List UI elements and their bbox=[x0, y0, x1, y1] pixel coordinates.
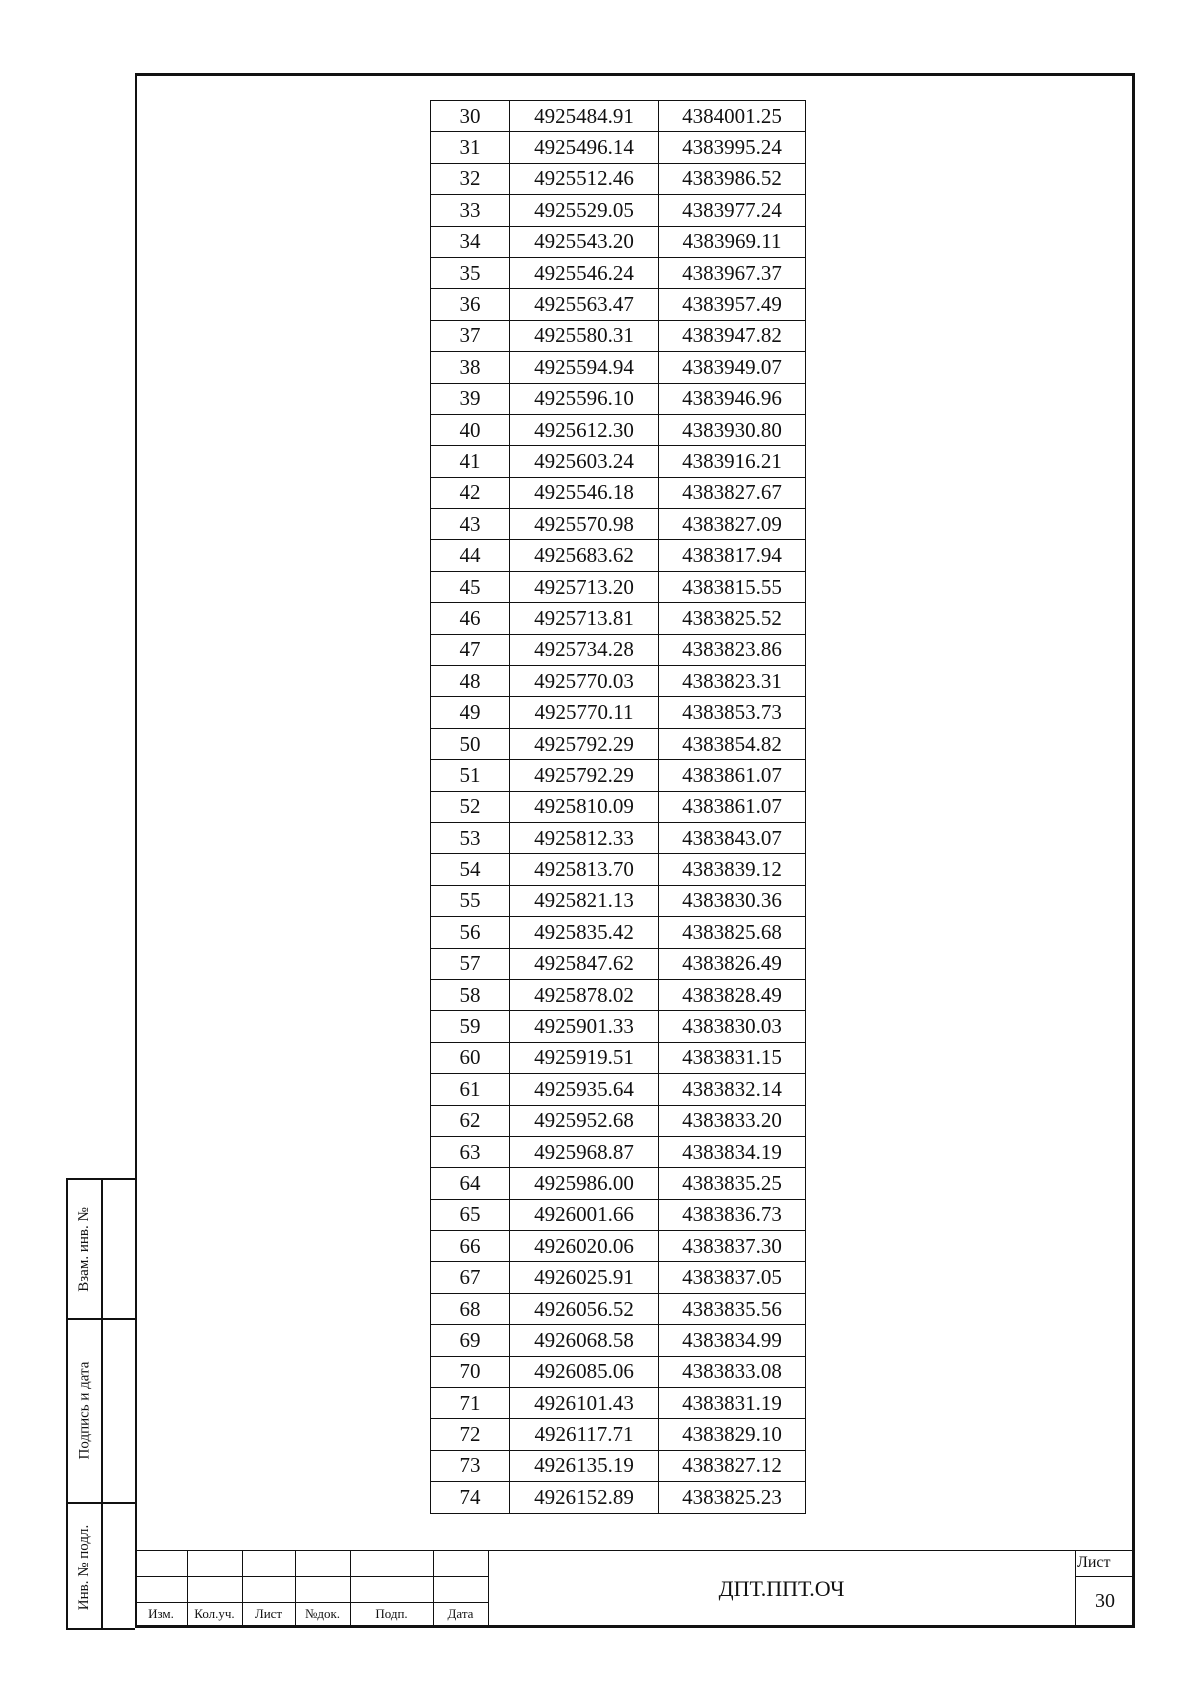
table-row bbox=[431, 603, 806, 634]
y-coordinate-cell: 4383947.82 bbox=[659, 320, 806, 351]
y-coordinate-cell: 4383861.07 bbox=[659, 760, 806, 791]
left-approval-strip bbox=[66, 1178, 135, 1630]
table-row bbox=[431, 1419, 806, 1450]
point-number-cell: 45 bbox=[431, 571, 510, 602]
x-coordinate-cell: 4925812.33 bbox=[510, 822, 659, 853]
stamp-col-line bbox=[1075, 1550, 1076, 1628]
point-number-cell: 41 bbox=[431, 446, 510, 477]
table-row bbox=[431, 1136, 806, 1167]
y-coordinate-cell: 4383823.86 bbox=[659, 634, 806, 665]
table-row bbox=[431, 697, 806, 728]
point-number-cell: 54 bbox=[431, 854, 510, 885]
point-number-cell: 60 bbox=[431, 1042, 510, 1073]
x-coordinate-cell: 4925543.20 bbox=[510, 226, 659, 257]
x-coordinate-cell: 4925713.20 bbox=[510, 571, 659, 602]
table-row bbox=[431, 414, 806, 445]
y-coordinate-cell: 4383825.23 bbox=[659, 1482, 806, 1513]
document-code: ДПТ.ППТ.ОЧ bbox=[718, 1576, 845, 1601]
table-row bbox=[431, 1199, 806, 1230]
point-number-cell: 62 bbox=[431, 1105, 510, 1136]
table-row bbox=[431, 1482, 806, 1513]
point-number-cell: 43 bbox=[431, 509, 510, 540]
point-number-cell: 49 bbox=[431, 697, 510, 728]
y-coordinate-cell: 4383834.19 bbox=[659, 1136, 806, 1167]
table-row bbox=[431, 1042, 806, 1073]
y-coordinate-cell: 4383831.15 bbox=[659, 1042, 806, 1073]
point-number-cell: 37 bbox=[431, 320, 510, 351]
stamp-label-signature: Подп. bbox=[375, 1606, 408, 1621]
x-coordinate-cell: 4925810.09 bbox=[510, 791, 659, 822]
table-row bbox=[431, 760, 806, 791]
y-coordinate-cell: 4383825.52 bbox=[659, 603, 806, 634]
y-coordinate-cell: 4383853.73 bbox=[659, 697, 806, 728]
table-row bbox=[431, 257, 806, 288]
stamp-label-doc-number: №док. bbox=[304, 1606, 341, 1621]
y-coordinate-cell: 4383833.08 bbox=[659, 1356, 806, 1387]
y-coordinate-cell: 4383836.73 bbox=[659, 1199, 806, 1230]
sheet-label: Лист bbox=[1077, 1554, 1111, 1571]
point-number-cell: 48 bbox=[431, 666, 510, 697]
point-number-cell: 69 bbox=[431, 1325, 510, 1356]
point-number-cell: 65 bbox=[431, 1199, 510, 1230]
point-number-cell: 46 bbox=[431, 603, 510, 634]
x-coordinate-cell: 4925878.02 bbox=[510, 979, 659, 1010]
y-coordinate-cell: 4383825.68 bbox=[659, 917, 806, 948]
table-row bbox=[431, 728, 806, 759]
table-row bbox=[431, 948, 806, 979]
y-coordinate-cell: 4383837.05 bbox=[659, 1262, 806, 1293]
x-coordinate-cell: 4925612.30 bbox=[510, 414, 659, 445]
table-row bbox=[431, 854, 806, 885]
x-coordinate-cell: 4925512.46 bbox=[510, 163, 659, 194]
x-coordinate-cell: 4925968.87 bbox=[510, 1136, 659, 1167]
y-coordinate-cell: 4383835.56 bbox=[659, 1293, 806, 1324]
x-coordinate-cell: 4925770.03 bbox=[510, 666, 659, 697]
table-row bbox=[431, 320, 806, 351]
table-row bbox=[431, 1011, 806, 1042]
table-row bbox=[431, 1074, 806, 1105]
x-coordinate-cell: 4925713.81 bbox=[510, 603, 659, 634]
x-coordinate-cell: 4926152.89 bbox=[510, 1482, 659, 1513]
x-coordinate-cell: 4925570.98 bbox=[510, 509, 659, 540]
x-coordinate-cell: 4926056.52 bbox=[510, 1293, 659, 1324]
point-number-cell: 53 bbox=[431, 822, 510, 853]
x-coordinate-cell: 4925546.18 bbox=[510, 477, 659, 508]
y-coordinate-cell: 4383861.07 bbox=[659, 791, 806, 822]
table-row bbox=[431, 1105, 806, 1136]
table-row bbox=[431, 195, 806, 226]
x-coordinate-cell: 4925792.29 bbox=[510, 760, 659, 791]
y-coordinate-cell: 4383817.94 bbox=[659, 540, 806, 571]
point-number-cell: 51 bbox=[431, 760, 510, 791]
table-row bbox=[431, 509, 806, 540]
x-coordinate-cell: 4925603.24 bbox=[510, 446, 659, 477]
x-coordinate-cell: 4926020.06 bbox=[510, 1231, 659, 1262]
point-number-cell: 66 bbox=[431, 1231, 510, 1262]
table-row bbox=[431, 540, 806, 571]
y-coordinate-cell: 4383827.09 bbox=[659, 509, 806, 540]
point-number-cell: 52 bbox=[431, 791, 510, 822]
table-row bbox=[431, 1168, 806, 1199]
x-coordinate-cell: 4925529.05 bbox=[510, 195, 659, 226]
table-row bbox=[431, 1231, 806, 1262]
x-coordinate-cell: 4925770.11 bbox=[510, 697, 659, 728]
y-coordinate-cell: 4383833.20 bbox=[659, 1105, 806, 1136]
table-row bbox=[431, 917, 806, 948]
table-row bbox=[431, 1293, 806, 1324]
y-coordinate-cell: 4383827.67 bbox=[659, 477, 806, 508]
table-row bbox=[431, 571, 806, 602]
table-row bbox=[431, 383, 806, 414]
y-coordinate-cell: 4383986.52 bbox=[659, 163, 806, 194]
x-coordinate-cell: 4926135.19 bbox=[510, 1450, 659, 1481]
point-number-cell: 35 bbox=[431, 257, 510, 288]
strip-label-replacement-inv: Взам. инв. № bbox=[76, 1206, 92, 1292]
y-coordinate-cell: 4383916.21 bbox=[659, 446, 806, 477]
stamp-label-sheet: Лист bbox=[254, 1606, 283, 1621]
point-number-cell: 64 bbox=[431, 1168, 510, 1199]
y-coordinate-cell: 4383832.14 bbox=[659, 1074, 806, 1105]
point-number-cell: 40 bbox=[431, 414, 510, 445]
y-coordinate-cell: 4383834.99 bbox=[659, 1325, 806, 1356]
point-number-cell: 33 bbox=[431, 195, 510, 226]
stamp-label-date: Дата bbox=[447, 1606, 474, 1621]
x-coordinate-cell: 4925901.33 bbox=[510, 1011, 659, 1042]
y-coordinate-cell: 4383831.19 bbox=[659, 1388, 806, 1419]
x-coordinate-cell: 4926025.91 bbox=[510, 1262, 659, 1293]
table-row bbox=[431, 226, 806, 257]
y-coordinate-cell: 4383854.82 bbox=[659, 728, 806, 759]
point-number-cell: 32 bbox=[431, 163, 510, 194]
doc-code-cell bbox=[488, 1550, 1075, 1628]
y-coordinate-cell: 4383969.11 bbox=[659, 226, 806, 257]
x-coordinate-cell: 4926068.58 bbox=[510, 1325, 659, 1356]
x-coordinate-cell: 4925546.24 bbox=[510, 257, 659, 288]
point-number-cell: 57 bbox=[431, 948, 510, 979]
point-number-cell: 44 bbox=[431, 540, 510, 571]
x-coordinate-cell: 4925821.13 bbox=[510, 885, 659, 916]
stamp-sheet-line bbox=[1075, 1576, 1135, 1577]
table-row bbox=[431, 132, 806, 163]
strip-column-divider bbox=[101, 1180, 103, 1628]
y-coordinate-cell: 4383843.07 bbox=[659, 822, 806, 853]
point-number-cell: 58 bbox=[431, 979, 510, 1010]
x-coordinate-cell: 4926085.06 bbox=[510, 1356, 659, 1387]
table-row bbox=[431, 1450, 806, 1481]
y-coordinate-cell: 4383949.07 bbox=[659, 352, 806, 383]
point-number-cell: 55 bbox=[431, 885, 510, 916]
title-block bbox=[135, 1550, 1135, 1628]
strip-label-signature-date: Подпись и дата bbox=[76, 1361, 93, 1459]
x-coordinate-cell: 4925596.10 bbox=[510, 383, 659, 414]
point-number-cell: 50 bbox=[431, 728, 510, 759]
table-row bbox=[431, 1262, 806, 1293]
x-coordinate-cell: 4925952.68 bbox=[510, 1105, 659, 1136]
y-coordinate-cell: 4383839.12 bbox=[659, 854, 806, 885]
point-number-cell: 38 bbox=[431, 352, 510, 383]
point-number-cell: 68 bbox=[431, 1293, 510, 1324]
y-coordinate-cell: 4383826.49 bbox=[659, 948, 806, 979]
y-coordinate-cell: 4383835.25 bbox=[659, 1168, 806, 1199]
point-number-cell: 63 bbox=[431, 1136, 510, 1167]
table-row bbox=[431, 163, 806, 194]
y-coordinate-cell: 4383995.24 bbox=[659, 132, 806, 163]
y-coordinate-cell: 4383837.30 bbox=[659, 1231, 806, 1262]
x-coordinate-cell: 4925847.62 bbox=[510, 948, 659, 979]
point-number-cell: 30 bbox=[431, 101, 510, 132]
table-row bbox=[431, 634, 806, 665]
stamp-label-count: Кол.уч. bbox=[194, 1606, 235, 1621]
y-coordinate-cell: 4383828.49 bbox=[659, 979, 806, 1010]
strip-label-original-inv: Инв. № подл. bbox=[76, 1524, 92, 1610]
x-coordinate-cell: 4925986.00 bbox=[510, 1168, 659, 1199]
point-number-cell: 39 bbox=[431, 383, 510, 414]
x-coordinate-cell: 4925683.62 bbox=[510, 540, 659, 571]
table-row bbox=[431, 101, 806, 132]
sheet-number: 30 bbox=[1095, 1590, 1115, 1612]
table-row bbox=[431, 446, 806, 477]
x-coordinate-cell: 4925580.31 bbox=[510, 320, 659, 351]
point-number-cell: 34 bbox=[431, 226, 510, 257]
point-number-cell: 73 bbox=[431, 1450, 510, 1481]
point-number-cell: 47 bbox=[431, 634, 510, 665]
x-coordinate-cell: 4926001.66 bbox=[510, 1199, 659, 1230]
x-coordinate-cell: 4925563.47 bbox=[510, 289, 659, 320]
table-row bbox=[431, 1388, 806, 1419]
y-coordinate-cell: 4383967.37 bbox=[659, 257, 806, 288]
coordinates-table bbox=[430, 100, 806, 1514]
table-row bbox=[431, 1325, 806, 1356]
x-coordinate-cell: 4925594.94 bbox=[510, 352, 659, 383]
x-coordinate-cell: 4925484.91 bbox=[510, 101, 659, 132]
point-number-cell: 31 bbox=[431, 132, 510, 163]
y-coordinate-cell: 4383830.36 bbox=[659, 885, 806, 916]
y-coordinate-cell: 4383823.31 bbox=[659, 666, 806, 697]
y-coordinate-cell: 4383829.10 bbox=[659, 1419, 806, 1450]
table-row bbox=[431, 477, 806, 508]
point-number-cell: 74 bbox=[431, 1482, 510, 1513]
stamp-label-change: Изм. bbox=[148, 1606, 174, 1621]
table-row bbox=[431, 289, 806, 320]
y-coordinate-cell: 4383977.24 bbox=[659, 195, 806, 226]
table-row bbox=[431, 791, 806, 822]
y-coordinate-cell: 4384001.25 bbox=[659, 101, 806, 132]
table-row bbox=[431, 666, 806, 697]
x-coordinate-cell: 4926101.43 bbox=[510, 1388, 659, 1419]
x-coordinate-cell: 4925496.14 bbox=[510, 132, 659, 163]
table-row bbox=[431, 885, 806, 916]
x-coordinate-cell: 4925935.64 bbox=[510, 1074, 659, 1105]
point-number-cell: 59 bbox=[431, 1011, 510, 1042]
x-coordinate-cell: 4925792.29 bbox=[510, 728, 659, 759]
x-coordinate-cell: 4925734.28 bbox=[510, 634, 659, 665]
point-number-cell: 71 bbox=[431, 1388, 510, 1419]
y-coordinate-cell: 4383957.49 bbox=[659, 289, 806, 320]
table-row bbox=[431, 1356, 806, 1387]
point-number-cell: 36 bbox=[431, 289, 510, 320]
table-row bbox=[431, 979, 806, 1010]
point-number-cell: 61 bbox=[431, 1074, 510, 1105]
y-coordinate-cell: 4383830.03 bbox=[659, 1011, 806, 1042]
y-coordinate-cell: 4383815.55 bbox=[659, 571, 806, 602]
table-row bbox=[431, 352, 806, 383]
point-number-cell: 42 bbox=[431, 477, 510, 508]
table-row bbox=[431, 822, 806, 853]
point-number-cell: 56 bbox=[431, 917, 510, 948]
x-coordinate-cell: 4925813.70 bbox=[510, 854, 659, 885]
y-coordinate-cell: 4383930.80 bbox=[659, 414, 806, 445]
x-coordinate-cell: 4925835.42 bbox=[510, 917, 659, 948]
y-coordinate-cell: 4383946.96 bbox=[659, 383, 806, 414]
y-coordinate-cell: 4383827.12 bbox=[659, 1450, 806, 1481]
x-coordinate-cell: 4925919.51 bbox=[510, 1042, 659, 1073]
point-number-cell: 67 bbox=[431, 1262, 510, 1293]
x-coordinate-cell: 4926117.71 bbox=[510, 1419, 659, 1450]
point-number-cell: 72 bbox=[431, 1419, 510, 1450]
point-number-cell: 70 bbox=[431, 1356, 510, 1387]
